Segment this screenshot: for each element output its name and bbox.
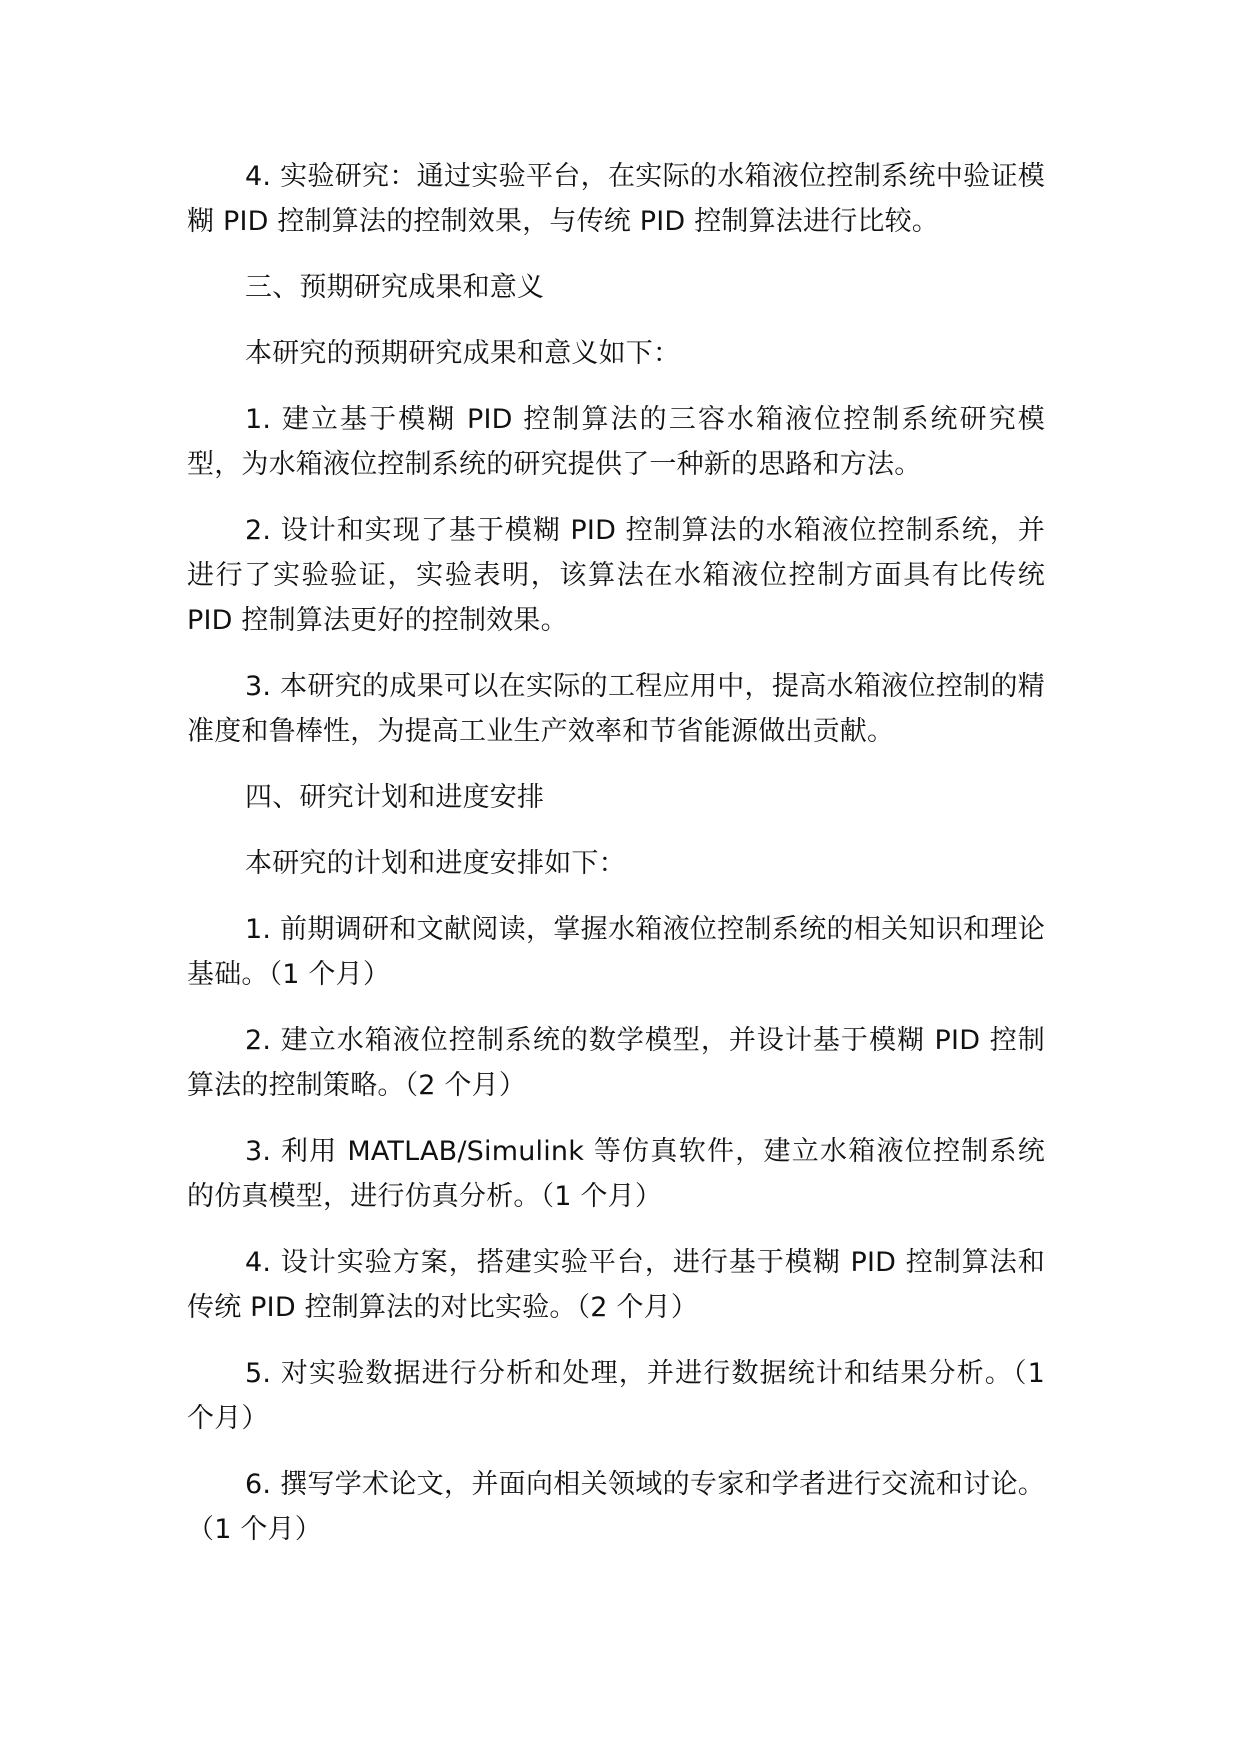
paragraph-plan-2: 2. 建立水箱液位控制系统的数学模型，并设计基于模糊 PID 控制算法的控制策略。（2 个月） — [187, 1025, 1045, 1101]
paragraph-result-2: 2. 设计和实现了基于模糊 PID 控制算法的水箱液位控制系统，并进行了实验验证，实验表明，该算法在水箱液位控制方面具有比传统 PID 控制算法更好的控制效果。 — [187, 515, 1045, 636]
paragraph-plan-4: 4. 设计实验方案，搭建实验平台，进行基于模糊 PID 控制算法和传统 PID 控制算法的对比实验。（2 个月） — [187, 1247, 1045, 1323]
paragraph-plan-5: 5. 对实验数据进行分析和处理，并进行数据统计和结果分析。（1 个月） — [187, 1358, 1045, 1434]
paragraph-result-3: 3. 本研究的成果可以在实际的工程应用中，提高水箱液位控制的精准度和鲁棒性，为提高工业生产效率和节省能源做出贡献。 — [187, 671, 1045, 747]
document-body — [187, 154, 1045, 1573]
section-heading-research-plan: 四、研究计划和进度安排 — [245, 782, 545, 813]
paragraph-plan-6: 6. 撰写学术论文，并面向相关领域的专家和学者进行交流和讨论。（1 个月） — [187, 1469, 1045, 1545]
paragraph-plan-1: 1. 前期调研和文献阅读，掌握水箱液位控制系统的相关知识和理论基础。（1 个月） — [187, 914, 1045, 990]
paragraph-expected-results-intro: 本研究的预期研究成果和意义如下： — [245, 338, 681, 369]
paragraph-research-plan-intro: 本研究的计划和进度安排如下： — [245, 848, 626, 879]
section-heading-expected-results: 三、预期研究成果和意义 — [245, 272, 545, 303]
paragraph-plan-3: 3. 利用 MATLAB/Simulink 等仿真软件，建立水箱液位控制系统的仿真模型，进行仿真分析。（1 个月） — [187, 1136, 1045, 1212]
paragraph-experiment-research: 4. 实验研究：通过实验平台，在实际的水箱液位控制系统中验证模糊 PID 控制算法的控制效果，与传统 PID 控制算法进行比较。 — [187, 161, 1045, 237]
paragraph-result-1: 1. 建立基于模糊 PID 控制算法的三容水箱液位控制系统研究模型，为水箱液位控制系统的研究提供了一种新的思路和方法。 — [187, 404, 1045, 480]
